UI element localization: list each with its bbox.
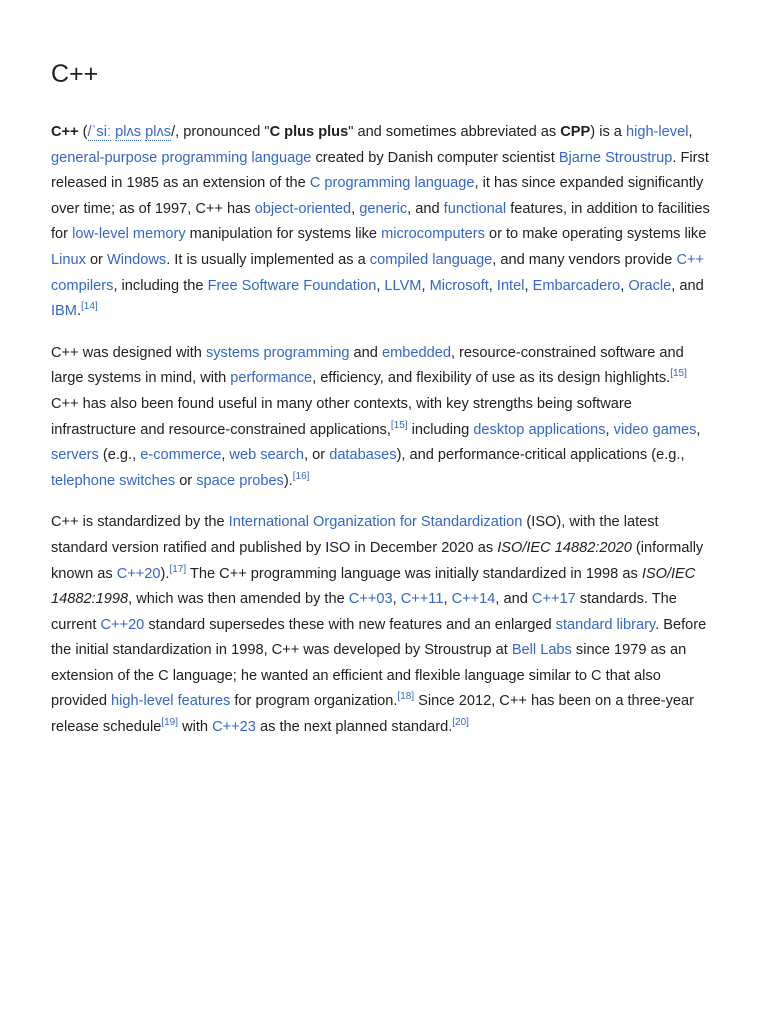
link-bell-labs[interactable]: Bell Labs xyxy=(511,642,572,659)
standardization-paragraph: C++ is standardized by the International Organization for Standardization (ISO), with the latest standard version ratified and published by ISO in December 2020 as ISO/IEC 14882:2020 (informally known as C++20).[17] The C++ programming language was initially standardized in 1998 as ISO/IEC 14882:1998, which was then amended by the C++03, C++11, C++14, and C++17 standards. The current C++20 standard supersedes these with new features and an enlarged standard library. Before the initial standardization in 1998, C++ was developed by Stroustrup at Bell Labs since 1979 as an extension of the C language; he wanted an efficient and flexible language similar to C that also provided high-level features for program organization.[18] Since 2012, C++ has been on a three-year release schedule[19] with C++23 as the next planned standard.[20] xyxy=(51,514,707,736)
link-video-games[interactable]: video games xyxy=(613,421,697,438)
link-oracle[interactable]: Oracle xyxy=(628,277,672,294)
link-ibm[interactable]: IBM xyxy=(51,303,77,320)
link-linux[interactable]: Linux xyxy=(51,251,86,268)
reference-17[interactable]: [17] xyxy=(169,563,187,575)
link-systems-programming[interactable]: systems programming xyxy=(205,344,350,361)
link-cpp23[interactable]: C++23 xyxy=(212,719,256,736)
reference-16[interactable]: [16] xyxy=(292,470,310,482)
link-high-level-features[interactable]: high-level features xyxy=(111,693,231,710)
link-standard-library[interactable]: standard library xyxy=(555,616,656,633)
bold-term: CPP xyxy=(560,124,591,140)
ipa-link[interactable]: plʌs xyxy=(145,124,172,140)
link-cpp14[interactable]: C++14 xyxy=(451,591,496,608)
reference-15[interactable]: [15] xyxy=(390,419,408,431)
link-microcomputers[interactable]: microcomputers xyxy=(381,226,485,243)
link-web-search[interactable]: web search xyxy=(229,447,305,464)
link-cpp20[interactable]: C++20 xyxy=(116,565,161,582)
link-low-level-memory[interactable]: low-level memory xyxy=(72,226,186,243)
link-space-probes[interactable]: space probes xyxy=(196,472,284,489)
link-general-purpose[interactable]: general-purpose programming language xyxy=(51,149,312,166)
reference-18[interactable]: [18] xyxy=(397,691,415,703)
link-cpp-compilers[interactable]: C++ compilers xyxy=(51,251,705,294)
link-cpp17[interactable]: C++17 xyxy=(531,591,576,608)
reference-19[interactable]: [19] xyxy=(161,717,179,729)
link-servers[interactable]: servers xyxy=(51,447,99,464)
link-llvm[interactable]: LLVM xyxy=(384,277,422,294)
italic-standard-name: ISO/IEC 14882:2020 xyxy=(497,539,632,556)
ipa-link[interactable]: /ˈsiː xyxy=(87,124,112,140)
link-intel[interactable]: Intel xyxy=(496,277,525,294)
link-cpp11[interactable]: C++11 xyxy=(400,591,444,608)
italic-standard-name: ISO/IEC 14882:1998 xyxy=(51,565,696,608)
link-generic[interactable]: generic xyxy=(359,200,408,217)
link-compiled-language[interactable]: compiled language xyxy=(369,251,493,268)
bold-term: C++ xyxy=(51,124,79,140)
link-functional[interactable]: functional xyxy=(443,200,507,217)
link-cpp20[interactable]: C++20 xyxy=(100,616,145,633)
link-windows[interactable]: Windows xyxy=(106,251,167,268)
intro-paragraph: C++ (/ˈsiː plʌs plʌs/, pronounced "C plus plus" and sometimes abbreviated as CPP) is a high-level, general-purpose programming language created by Danish computer scientist Bjarne Stroustrup. First released in 1985 as an extension of the C programming language, it has since expanded significantly over time; as of 1997, C++ has object-oriented, generic, and functional features, in addition to facilities for low-level memory manipulation for systems like microcomputers or to make operating systems like Linux or Windows. It is usually implemented as a compiled language, and many vendors provide C++ compilers, including the Free Software Foundation, LLVM, Microsoft, Intel, Embarcadero, Oracle, and IBM.[14] xyxy=(51,124,710,320)
link-desktop-applications[interactable]: desktop applications xyxy=(473,421,606,438)
reference-15[interactable]: [15] xyxy=(670,368,687,380)
ipa-link[interactable]: plʌs xyxy=(115,124,142,140)
link-bjarne-stroustrup[interactable]: Bjarne Stroustrup xyxy=(558,149,673,166)
link-telephone-switches[interactable]: telephone switches xyxy=(51,472,176,489)
link-high-level[interactable]: high-level xyxy=(625,124,689,140)
link-object-oriented[interactable]: object-oriented xyxy=(254,200,352,217)
link-performance[interactable]: performance xyxy=(230,370,313,387)
reference-14[interactable]: [14] xyxy=(81,301,98,313)
bold-term: C plus plus xyxy=(269,124,349,140)
link-databases[interactable]: databases xyxy=(329,447,397,464)
link-iso[interactable]: International Organization for Standardization xyxy=(228,514,523,531)
page-title: C++ xyxy=(51,60,99,88)
link-c-programming-language[interactable]: C programming language xyxy=(309,175,475,192)
link-embedded[interactable]: embedded xyxy=(381,344,451,361)
design-paragraph: C++ was designed with systems programming and embedded, resource-constrained software and large systems in mind, with performance, efficiency, and flexibility of use as its design highlights.[15] C++ has also been found useful in many other contexts, with key strengths being software infrastructure and resource-constrained applications,[15] including desktop applications, video games, servers (e.g., e-commerce, web search, or databases), and performance-critical applications (e.g., telephone switches or space probes).[16] xyxy=(51,344,701,489)
link-cpp03[interactable]: C++03 xyxy=(348,591,393,608)
link-microsoft[interactable]: Microsoft xyxy=(429,277,489,294)
link-e-commerce[interactable]: e-commerce xyxy=(140,447,222,464)
reference-20[interactable]: [20] xyxy=(452,717,469,729)
link-embarcadero[interactable]: Embarcadero xyxy=(532,277,621,294)
link-free-software-foundation[interactable]: Free Software Foundation xyxy=(207,277,377,294)
